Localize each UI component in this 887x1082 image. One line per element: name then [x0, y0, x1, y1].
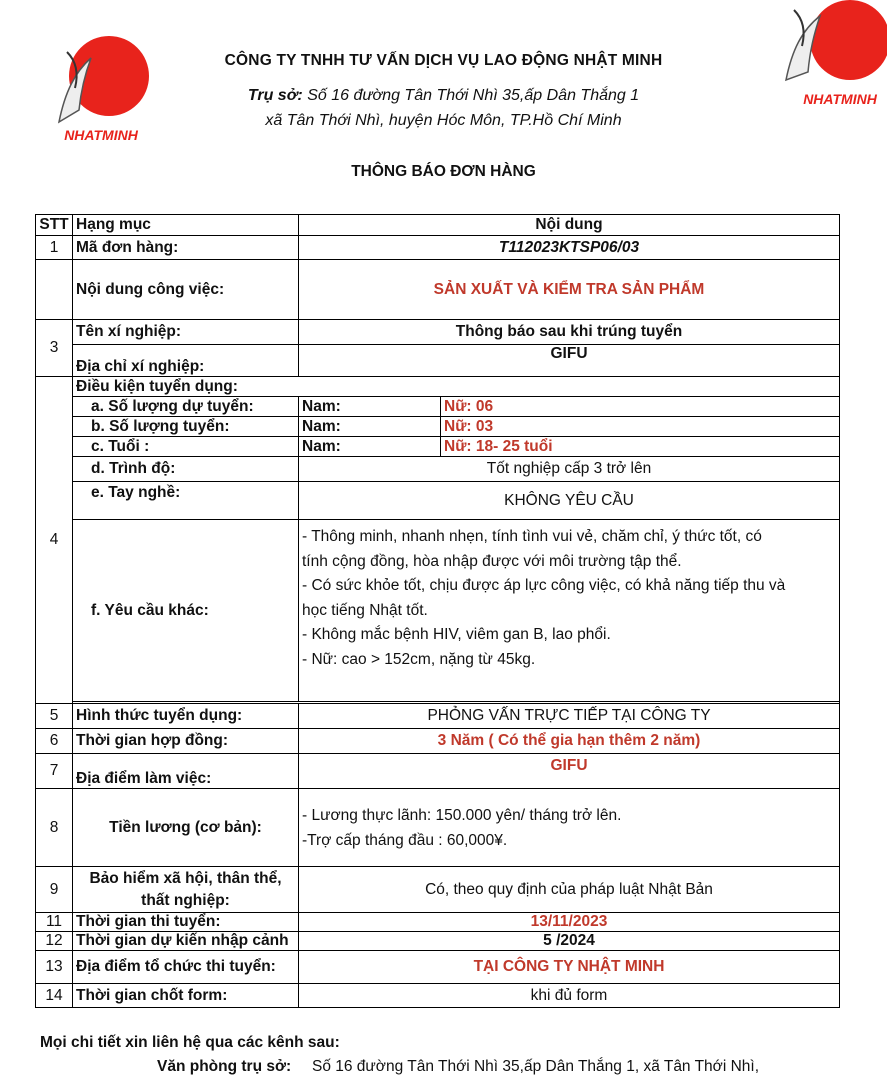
table-row	[36, 913, 840, 932]
table-row	[36, 932, 840, 951]
row-stt: 14	[36, 984, 73, 1008]
requirement-line: học tiếng Nhật tốt.	[302, 601, 428, 619]
requirement-line: tính cộng đồng, hòa nhập được với môi trường tập thể.	[302, 552, 682, 570]
table-row	[36, 520, 840, 702]
order-table	[35, 214, 840, 1008]
exam-date: 13/11/2023	[299, 913, 840, 932]
address-line-1	[0, 87, 887, 105]
requirement-line: - Có sức khỏe tốt, chịu được áp lực công việc, có khả năng tiếp thu và	[302, 577, 786, 594]
company-address-value: GIFU	[299, 345, 840, 377]
row-stt: 5	[36, 704, 73, 729]
logo-wordmark: NHATMINH	[64, 127, 138, 143]
table-row	[36, 236, 840, 260]
row-label: Tiền lương (cơ bản):	[73, 789, 299, 867]
row-label: e. Tay nghề:	[73, 482, 299, 520]
table-row	[36, 704, 840, 729]
row-label: Tên xí nghiệp:	[73, 320, 299, 345]
table-row	[36, 397, 840, 417]
row-stt: 13	[36, 951, 73, 984]
requirement-line: - Không mắc bệnh HIV, viêm gan B, lao phổi.	[302, 626, 611, 643]
row-label: c. Tuổi :	[73, 437, 299, 457]
contact-heading: Mọi chi tiết xin liên hệ qua các kênh sau:	[40, 1034, 340, 1051]
row-stt	[36, 260, 73, 320]
address-line-2: xã Tân Thới Nhì, huyện Hóc Môn, TP.Hồ Chí Minh	[265, 112, 622, 129]
row-label: Địa điểm làm việc:	[73, 754, 299, 789]
row-stt: 3	[36, 320, 73, 377]
work-location: GIFU	[299, 754, 840, 789]
row-label: Địa chỉ xí nghiệp:	[73, 345, 299, 377]
row-stt: 9	[36, 867, 73, 913]
table-row	[36, 457, 840, 482]
table-row	[36, 984, 840, 1008]
requirement-line: - Thông minh, nhanh nhẹn, tính tình vui vẻ, chăm chỉ, ý thức tốt, có	[302, 528, 762, 545]
table-row	[36, 789, 840, 867]
row-stt: 4	[36, 377, 73, 704]
table-row	[36, 417, 840, 437]
table-row	[36, 437, 840, 457]
row-label: Mã đơn hàng:	[73, 236, 299, 260]
row-stt: 11	[36, 913, 73, 932]
table-row	[36, 320, 840, 345]
allowance-line: -Trợ cấp tháng đầu : 60,000¥.	[302, 831, 508, 849]
education-value: Tốt nghiệp cấp 3 trở lên	[299, 457, 840, 482]
table-row	[36, 867, 840, 913]
salary-line: - Lương thực lãnh: 150.000 yên/ tháng trở lên.	[302, 806, 622, 824]
other-requirements	[299, 520, 840, 702]
address-label: Trụ sở:	[247, 87, 303, 104]
exam-location: TẠI CÔNG TY NHẬT MINH	[299, 951, 840, 984]
female-age: Nữ: 18- 25 tuổi	[441, 437, 840, 457]
contract-duration: 3 Năm ( Có thể gia hạn thêm 2 năm)	[299, 729, 840, 754]
address-text-1: Số 16 đường Tân Thới Nhì 35,ấp Dân Thắng 1	[307, 87, 640, 104]
office-label: Văn phòng trụ sở:	[157, 1058, 292, 1075]
row-label: a. Số lượng dự tuyển:	[73, 397, 299, 417]
table-row	[36, 260, 840, 320]
recruitment-conditions-heading: Điều kiện tuyển dụng:	[73, 377, 840, 397]
recruitment-method: PHỎNG VẤN TRỰC TIẾP TẠI CÔNG TY	[299, 704, 840, 729]
requirement-line: - Nữ: cao > 152cm, nặng từ 45kg.	[302, 650, 536, 668]
header-item: Hạng mục	[73, 215, 299, 236]
row-stt: 7	[36, 754, 73, 789]
table-row	[36, 729, 840, 754]
row-stt: 6	[36, 729, 73, 754]
row-label: Thời gian thi tuyển:	[73, 913, 299, 932]
female-count: Nữ: 06	[441, 397, 840, 417]
entry-date: 5 /2024	[299, 932, 840, 951]
form-deadline: khi đủ form	[299, 984, 840, 1008]
salary-value	[299, 789, 840, 867]
table-header-row	[36, 215, 840, 236]
male-count: Nam:	[299, 397, 441, 417]
row-label: Nội dung công việc:	[73, 260, 299, 320]
table-row	[36, 482, 840, 520]
row-stt: 1	[36, 236, 73, 260]
row-stt: 12	[36, 932, 73, 951]
table-row	[36, 345, 840, 377]
row-label: b. Số lượng tuyển:	[73, 417, 299, 437]
job-description: SẢN XUẤT VÀ KIỂM TRA SẢN PHẨM	[299, 260, 840, 320]
row-label: Hình thức tuyển dụng:	[73, 704, 299, 729]
table-row	[36, 754, 840, 789]
company-name-value: Thông báo sau khi trúng tuyển	[299, 320, 840, 345]
order-code: T112023KTSP06/03	[299, 236, 840, 260]
row-label: Địa điểm tổ chức thi tuyển:	[73, 951, 299, 984]
header-content: Nội dung	[299, 215, 840, 236]
row-label: d. Trình độ:	[73, 457, 299, 482]
table-row	[36, 951, 840, 984]
row-stt: 8	[36, 789, 73, 867]
male-count: Nam:	[299, 417, 441, 437]
row-label: Thời gian chốt form:	[73, 984, 299, 1008]
company-name: CÔNG TY TNHH TƯ VẤN DỊCH VỤ LAO ĐỘNG NHẬT MINH	[224, 52, 663, 69]
insurance-value: Có, theo quy định của pháp luật Nhật Bản	[299, 867, 840, 913]
document-title: THÔNG BÁO ĐƠN HÀNG	[351, 163, 536, 180]
female-count: Nữ: 03	[441, 417, 840, 437]
row-label: Thời gian dự kiến nhập cảnh	[73, 932, 299, 951]
row-label: Bảo hiểm xã hội, thân thể, thất nghiệp:	[73, 867, 299, 913]
skill-value: KHÔNG YÊU CẦU	[299, 482, 840, 520]
male-age: Nam:	[299, 437, 441, 457]
header-stt: STT	[36, 215, 73, 236]
office-address: Số 16 đường Tân Thới Nhì 35,ấp Dân Thắng 1, xã Tân Thới Nhì,	[312, 1058, 760, 1075]
row-label: f. Yêu cầu khác:	[73, 520, 299, 702]
row-label: Thời gian hợp đồng:	[73, 729, 299, 754]
logo-wordmark: NHATMINH	[803, 91, 877, 107]
table-row	[36, 377, 840, 397]
